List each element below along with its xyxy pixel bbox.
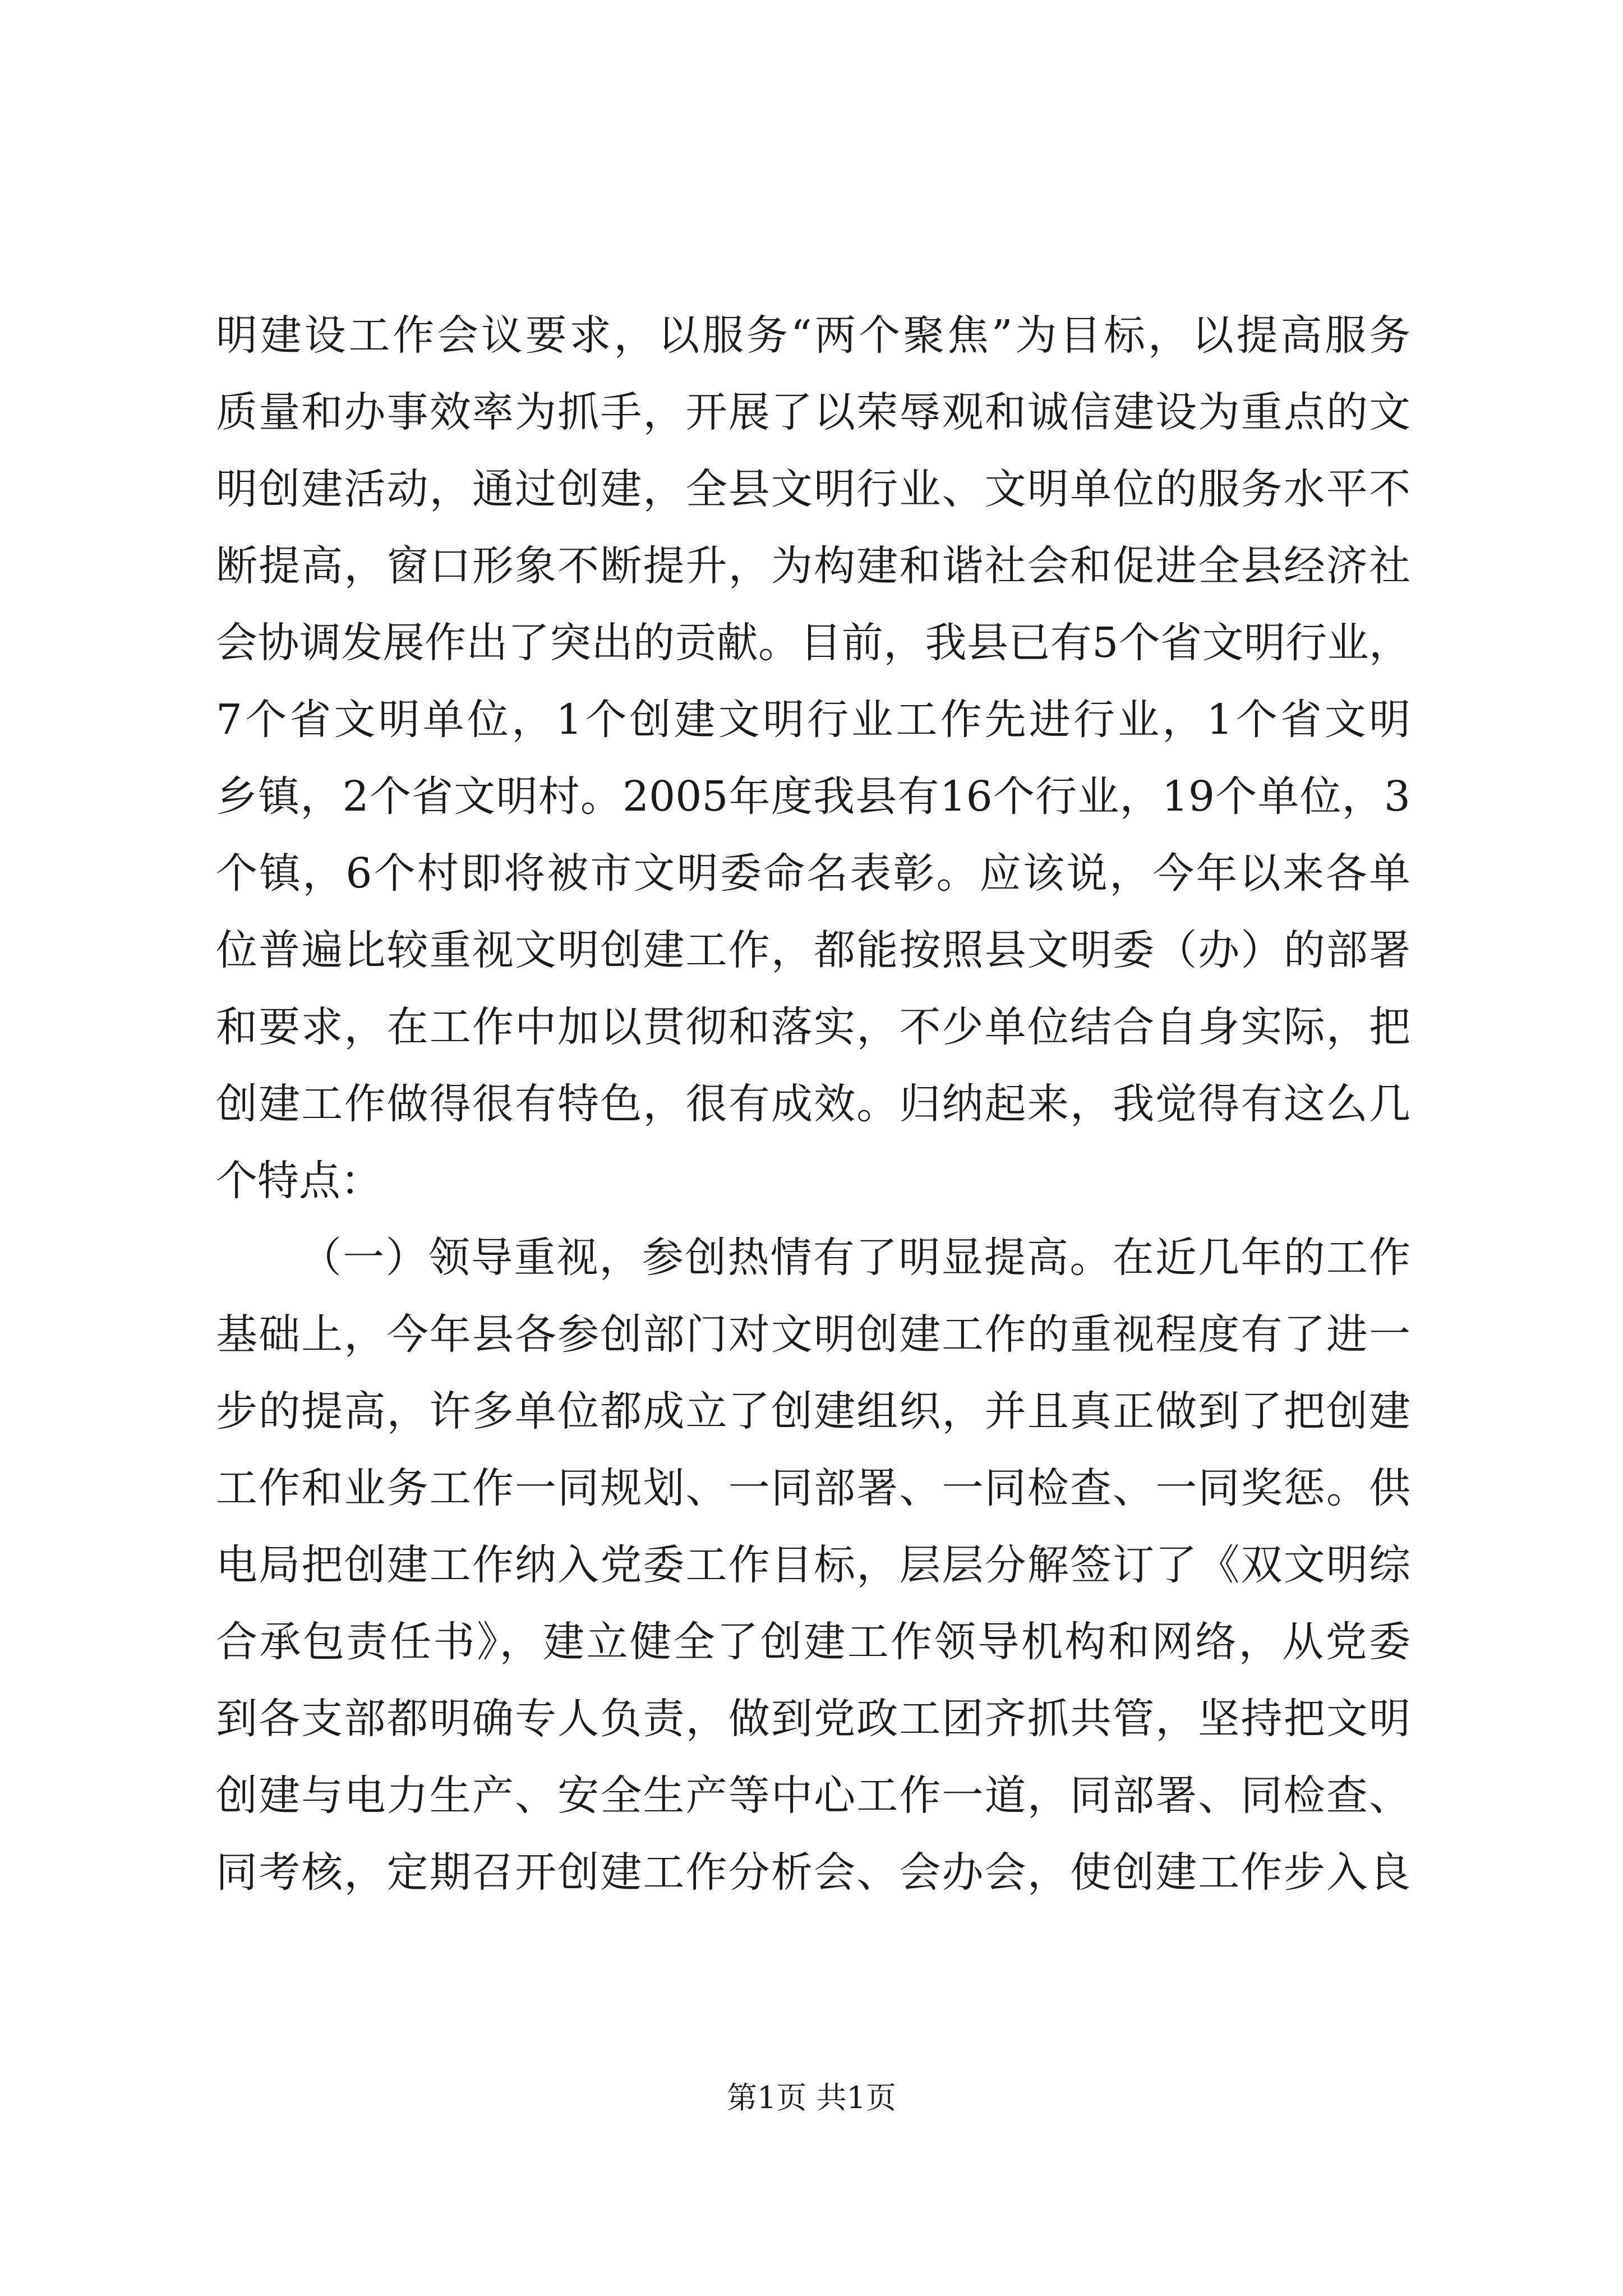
page-footer xyxy=(0,2076,1623,2120)
text-line: 断提高，窗口形象不断提升，为构建和谐社会和促进全县经济社 xyxy=(216,542,1410,590)
text-line: 工作和业务工作一同规划、一同部署、一同检查、一同奖惩。供 xyxy=(216,1464,1410,1512)
text-line: 到各支部都明确专人负责，做到党政工团齐抓共管，坚持把文明 xyxy=(216,1695,1410,1743)
text-line: 个特点： xyxy=(216,1157,382,1205)
text-line: 明建设工作会议要求，以服务“两个聚焦”为目标，以提高服务 xyxy=(216,311,1410,360)
text-line: 创建工作做得很有特色，很有成效。归纳起来，我觉得有这么几 xyxy=(216,1080,1410,1128)
text-line: 合承包责任书》，建立健全了创建工作领导机构和网络，从党委 xyxy=(216,1618,1410,1666)
text-line: 个镇，6个村即将被市文明委命名表彰。应该说，今年以来各单 xyxy=(216,849,1410,898)
text-line: 7个省文明单位，1个创建文明行业工作先进行业，1个省文明 xyxy=(216,696,1410,744)
text-line: 乡镇，2个省文明村。2005年度我县有16个行业，19个单位，3 xyxy=(216,772,1410,821)
text-line: 会协调发展作出了突出的贡献。目前，我县已有5个省文明行业， xyxy=(216,619,1410,667)
text-line: 步的提高，许多单位都成立了创建组织，并且真正做到了把创建 xyxy=(216,1387,1410,1435)
text-line: 创建与电力生产、安全生产等中心工作一道，同部署、同检查、 xyxy=(216,1772,1410,1820)
text-line: 同考核，定期召开创建工作分析会、会办会，使创建工作步入良 xyxy=(216,1848,1410,1897)
section-heading-line: （一）领导重视，参创热情有了明显提高。在近几年的工作 xyxy=(300,1234,1410,1282)
text-line: 位普遍比较重视文明创建工作，都能按照县文明委（办）的部署 xyxy=(216,926,1410,974)
text-line: 和要求，在工作中加以贯彻和落实，不少单位结合自身实际，把 xyxy=(216,1003,1410,1051)
text-line: 电局把创建工作纳入党委工作目标，层层分解签订了《双文明综 xyxy=(216,1541,1410,1589)
text-line: 基础上，今年县各参创部门对文明创建工作的重视程度有了进一 xyxy=(216,1310,1410,1359)
document-body xyxy=(216,297,1410,1911)
page-indicator: 第1页 共1页 xyxy=(727,2080,896,2115)
text-line: 质量和办事效率为抓手，开展了以荣辱观和诚信建设为重点的文 xyxy=(216,388,1410,436)
text-line: 明创建活动，通过创建，全县文明行业、文明单位的服务水平不 xyxy=(216,465,1410,513)
